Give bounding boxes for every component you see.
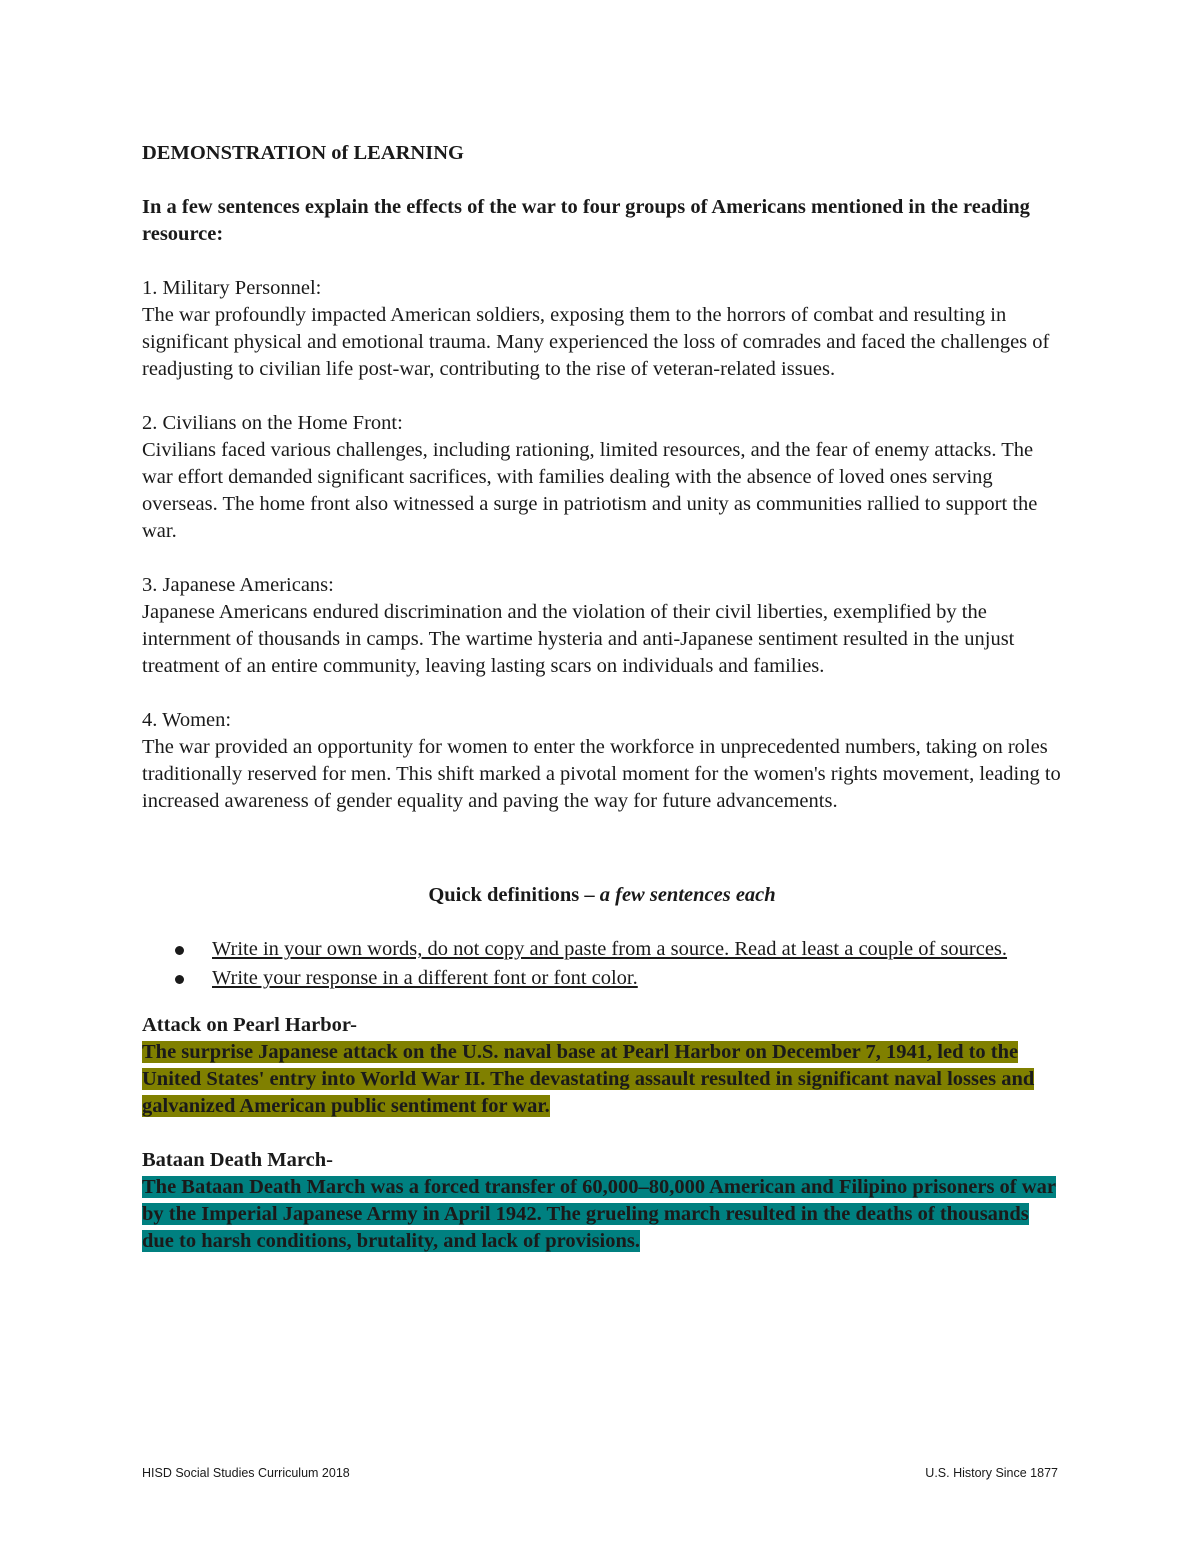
- group-civilians: [142, 410, 1062, 545]
- definition-bataan-death-march: [142, 1147, 1062, 1255]
- group-text: Civilians faced various challenges, including rationing, limited resources, and the fear of enemy attacks. The war effort demanded significant sacrifices, with families dealing with the absence of loved ones serving overseas. The home front also witnessed a surge in patriotism and unity as communities rallied to support the war.: [142, 439, 1038, 542]
- document-page: [142, 140, 1062, 1282]
- instruction-text: Write in your own words, do not copy and paste from a source. Read at least a couple of sources.: [212, 938, 1008, 960]
- definition-pearl-harbor: [142, 1012, 1062, 1120]
- list-item: [142, 936, 1062, 963]
- group-japanese-americans: [142, 572, 1062, 680]
- instructions-list: [142, 936, 1062, 992]
- definition-text-block: [142, 1174, 1062, 1255]
- section-spacer: [142, 842, 1062, 882]
- group-text: Japanese Americans endured discrimination and the violation of their civil liberties, exemplified by the internment of thousands in camps. The wartime hysteria and anti-Japanese sentiment resulted in the unjust treatment of an entire community, leaving lasting scars on individuals and families.: [142, 601, 1015, 677]
- assignment-prompt: In a few sentences explain the effects of the war to four groups of Americans mentioned in the reading resource:: [142, 196, 1030, 245]
- definition-term: Bataan Death March-: [142, 1149, 333, 1171]
- group-text: The war provided an opportunity for women to enter the workforce in unprecedented numbers, taking on roles traditionally reserved for men. This shift marked a pivotal moment for the women's rights movement, leading to increased awareness of gender equality and paving the way for future advancements.: [142, 736, 1061, 812]
- group-heading: 1. Military Personnel:: [142, 277, 322, 299]
- group-women: [142, 707, 1062, 815]
- group-text: The war profoundly impacted American soldiers, exposing them to the horrors of combat and resulting in significant physical and emotional trauma. Many experienced the loss of comrades and faced the challenges of readjusting to civilian life post-war, contributing to the rise of veteran-related issues.: [142, 304, 1050, 380]
- quick-heading-strong: Quick definitions –: [428, 884, 600, 906]
- highlighted-definition-text: The surprise Japanese attack on the U.S. naval base at Pearl Harbor on December 7, 1941, led to the United States' entry into World War II. The devastating assault resulted in significant naval losses and galvanized American public sentiment for war.: [142, 1041, 1035, 1117]
- footer-right: U.S. History Since 1877: [925, 1466, 1058, 1480]
- quick-definitions-heading: [142, 882, 1062, 909]
- footer-left: HISD Social Studies Curriculum 2018: [142, 1466, 350, 1480]
- quick-heading-em: a few sentences each: [599, 884, 776, 906]
- bullet-icon: [175, 975, 184, 984]
- highlighted-definition-text: The Bataan Death March was a forced transfer of 60,000–80,000 American and Filipino prisoners of war by the Imperial Japanese Army in April 1942. The grueling march resulted in the deaths of thousands due to harsh conditions, brutality, and lack of provisions.: [142, 1176, 1056, 1252]
- list-item: [142, 965, 1062, 992]
- group-heading: 3. Japanese Americans:: [142, 574, 334, 596]
- definition-term: Attack on Pearl Harbor-: [142, 1014, 358, 1036]
- bullet-icon: [175, 946, 184, 955]
- group-heading: 2. Civilians on the Home Front:: [142, 412, 403, 434]
- instruction-text: Write your response in a different font or font color.: [212, 967, 638, 989]
- definition-text-block: [142, 1039, 1062, 1120]
- group-military-personnel: [142, 275, 1062, 383]
- document-title: DEMONSTRATION of LEARNING: [142, 142, 464, 164]
- group-heading: 4. Women:: [142, 709, 232, 731]
